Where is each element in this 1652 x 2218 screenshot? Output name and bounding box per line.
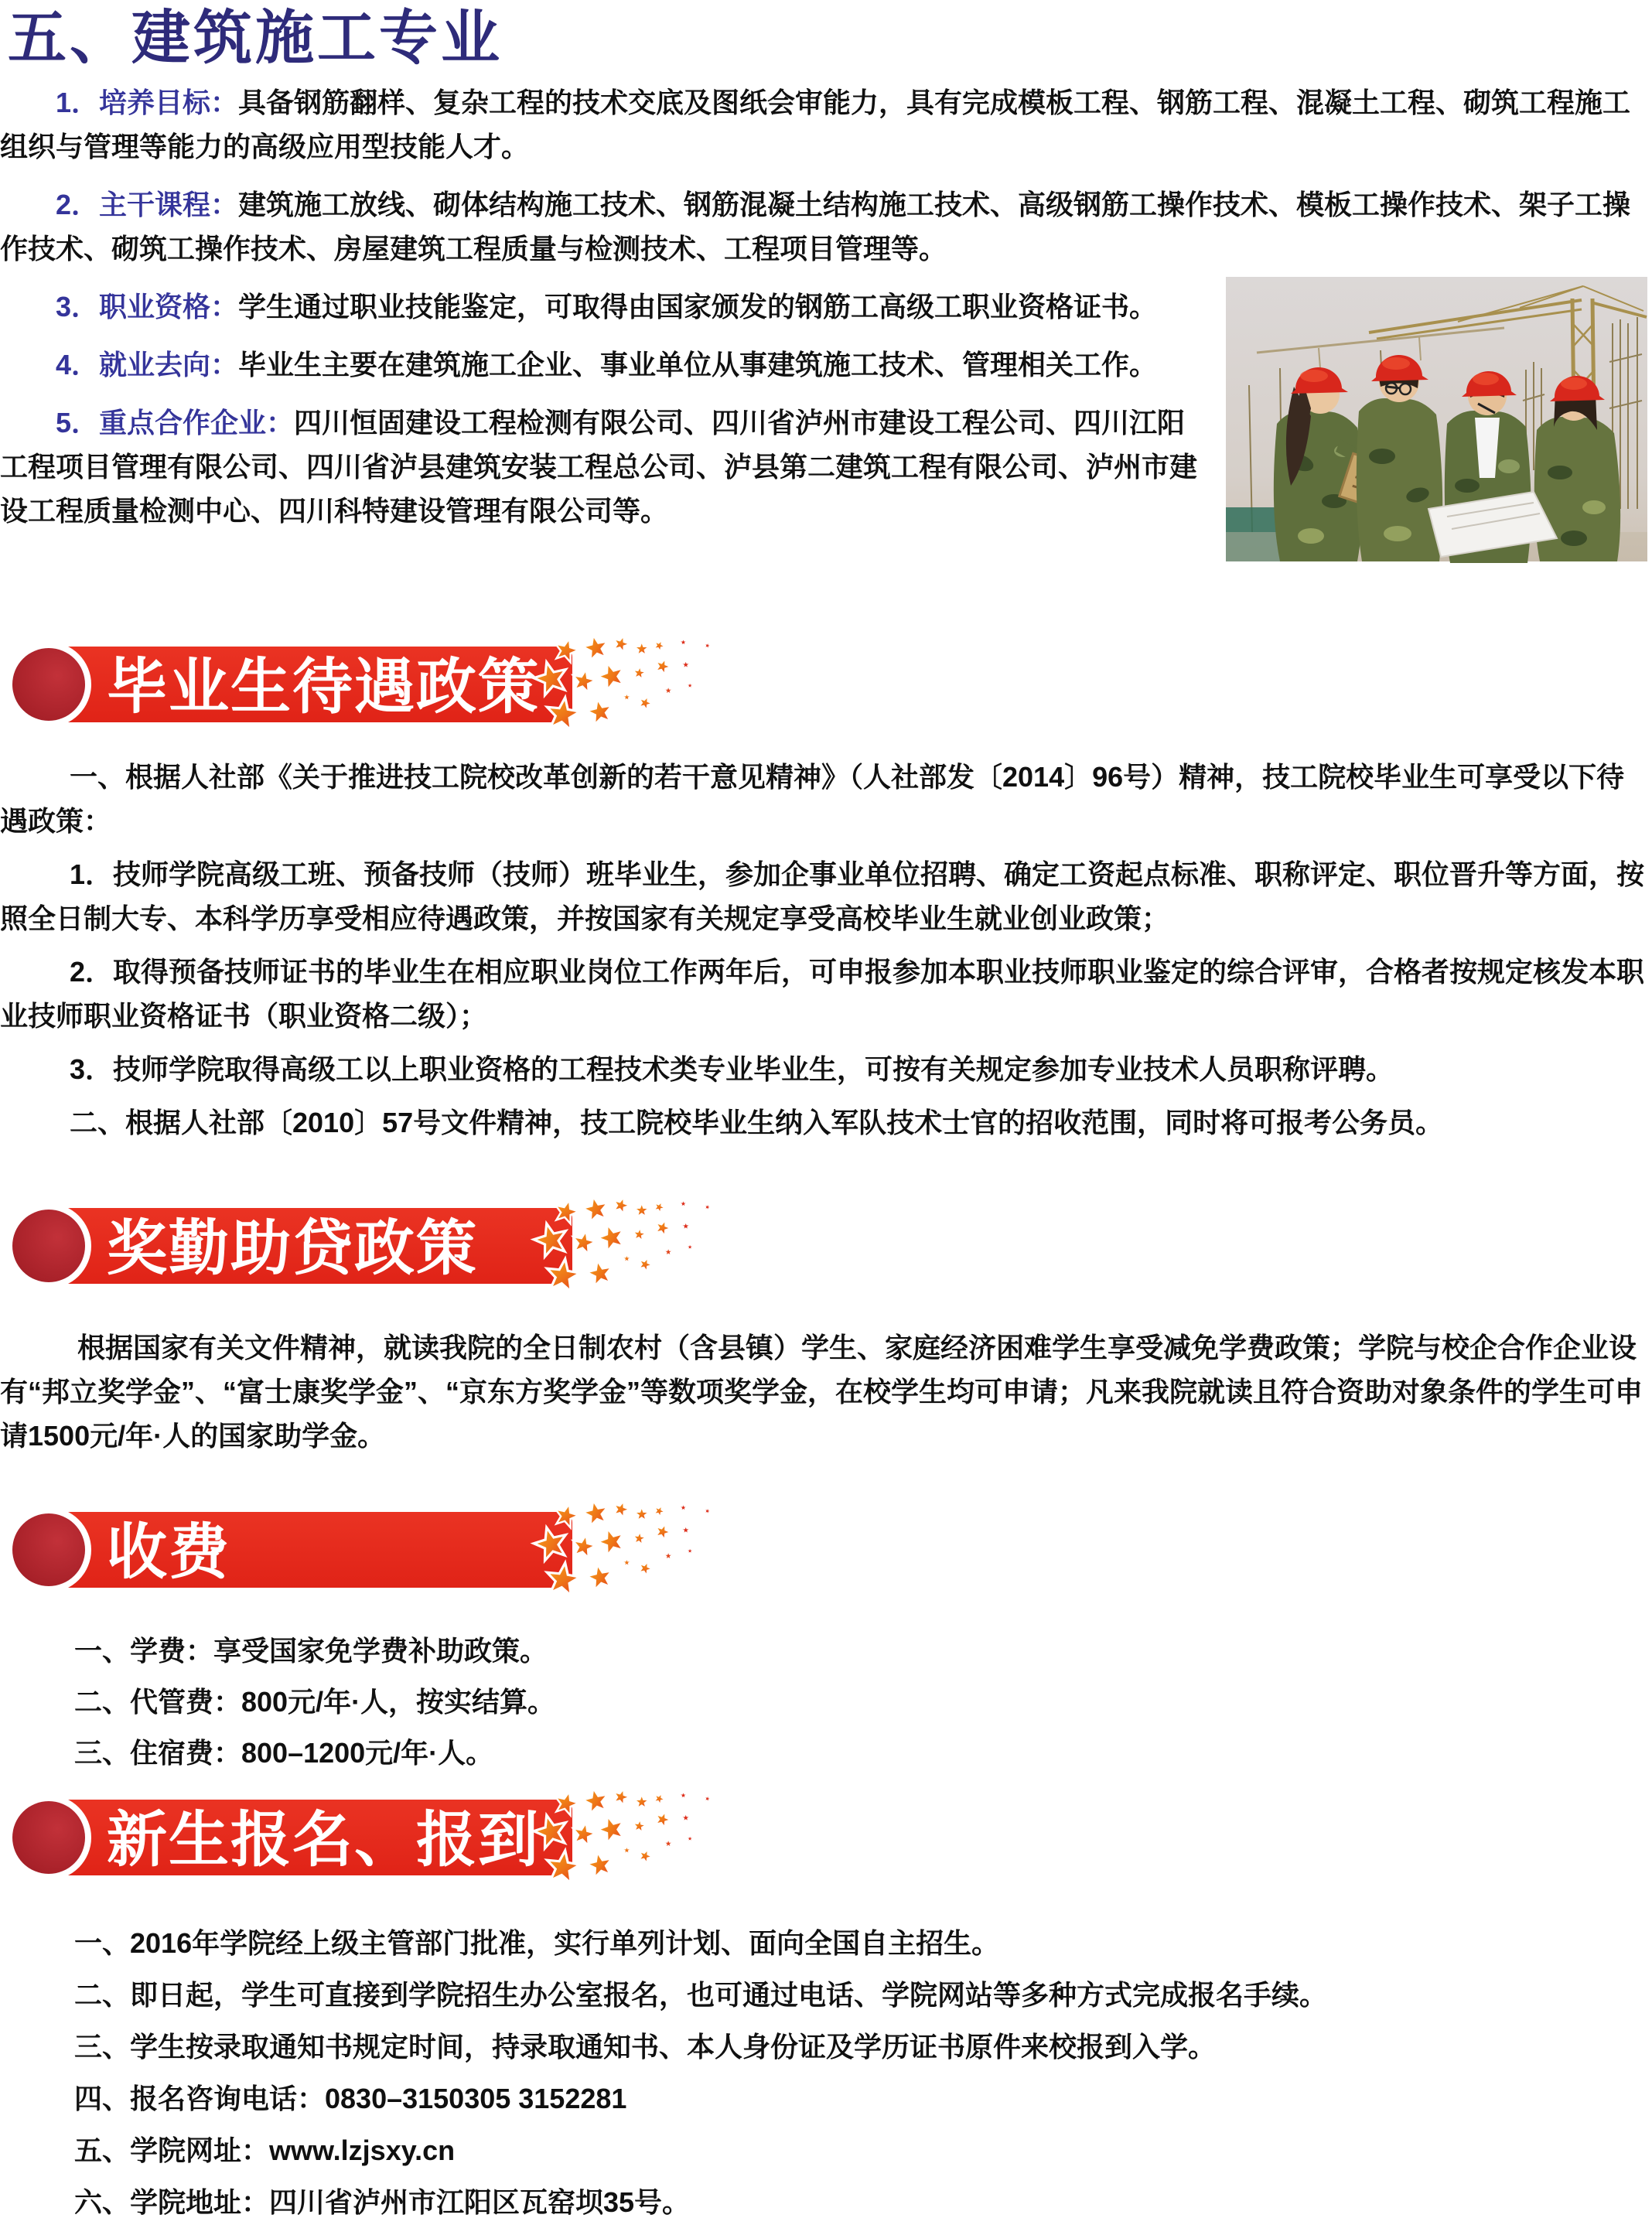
fee-item-accommodation: 三、住宿费：800–1200元/年·人。 bbox=[74, 1737, 494, 1769]
policy-paragraph: 3．技师学院取得高级工以上职业资格的工程技术类专业毕业生，可按有关规定参加专业技术人员职称评聘。 bbox=[70, 1053, 1394, 1085]
banner-graduate-policy bbox=[0, 647, 1652, 722]
intro-item-text: 毕业生主要在建筑施工企业、事业单位从事建筑施工技术、管理相关工作。 bbox=[238, 349, 1158, 380]
stars-icon bbox=[523, 1501, 722, 1601]
intro-item-text: 学生通过职业技能鉴定，可取得由国家颁发的钢筋工高级工职业资格证书。 bbox=[238, 291, 1158, 322]
registration-item: 三、学生按录取通知书规定时间，持录取通知书、本人身份证及学历证书原件来校报到入学。 bbox=[74, 2031, 1217, 2063]
section-scholarship-policy bbox=[0, 1208, 1652, 1458]
construction-site-photo bbox=[1226, 277, 1647, 561]
policy-paragraph: 根据国家有关文件精神，就读我院的全日制农村（含县镇）学生、家庭经济困难学生享受减免学费政策；学院与校企合作企业设有“邦立奖学金”、“富士康奖学金”、“京东方奖学金”等数项奖学金，在校学生均可申请；凡来我院就读且符合资助对象条件的学生可申请1500元/年·人的国家助学金。 bbox=[0, 1332, 1643, 1452]
banner-dot-icon bbox=[12, 1513, 85, 1586]
major-intro-section bbox=[0, 80, 1652, 574]
banner-registration bbox=[0, 1800, 1652, 1875]
banner-dot-icon bbox=[12, 648, 85, 721]
section-registration bbox=[0, 1800, 1652, 2218]
scholarship-policy-body bbox=[0, 1326, 1652, 1458]
intro-item-label: 4．就业去向： bbox=[56, 349, 239, 380]
banner-dot-icon bbox=[12, 1801, 85, 1874]
intro-item-label: 2．主干课程： bbox=[56, 189, 239, 220]
registration-item: 二、即日起，学生可直接到学院招生办公室报名，也可通过电话、学院网站等多种方式完成报名手续。 bbox=[74, 1979, 1328, 2011]
intro-item-text: 四川恒固建设工程检测有限公司、四川省泸州市建设工程公司、四川江阳工程项目管理有限公司、四川省泸县建筑安装工程总公司、泸县第二建筑工程有限公司、泸州市建设工程质量检测中心、四川科特建设管理有限公司等。 bbox=[0, 407, 1198, 527]
brochure-page bbox=[0, 5, 1652, 2218]
construction-photo-illustration bbox=[1226, 277, 1647, 561]
stars-icon bbox=[523, 1197, 722, 1297]
intro-item-text: 具备钢筋翻样、复杂工程的技术交底及图纸会审能力，具有完成模板工程、钢筋工程、混凝土工程、砌筑工程施工组织与管理等能力的高级应用型技能人才。 bbox=[0, 87, 1631, 162]
page-title: 五、建筑施工专业 bbox=[8, 5, 503, 71]
fee-item-tuition: 一、学费：享受国家免学费补助政策。 bbox=[74, 1635, 548, 1667]
section-fees bbox=[0, 1512, 1652, 1769]
registration-item-website: 五、学院网址：www.lzjsxy.cn bbox=[74, 2134, 456, 2166]
banner-scholarship-policy bbox=[0, 1208, 1652, 1284]
registration-item: 一、2016年学院经上级主管部门批准，实行单列计划、面向全国自主招生。 bbox=[74, 1927, 1000, 1959]
stars-icon bbox=[523, 636, 722, 735]
policy-paragraph: 二、根据人社部〔2010〕57号文件精神，技工院校毕业生纳入军队技术士官的招收范围，同时将可报考公务员。 bbox=[70, 1107, 1444, 1138]
intro-item-label: 1．培养目标： bbox=[56, 87, 239, 118]
intro-item-training-goal bbox=[0, 80, 1652, 169]
banner-title: 新生报名、报到 bbox=[107, 1805, 541, 1874]
registration-item-address: 六、学院地址：四川省泸州市江阳区瓦窑坝35号。 bbox=[74, 2186, 691, 2218]
intro-item-label: 3．职业资格： bbox=[56, 291, 239, 322]
stars-icon bbox=[523, 1789, 722, 1889]
registration-list bbox=[0, 1928, 1652, 2218]
policy-paragraph: 2．取得预备技师证书的毕业生在相应职业岗位工作两年后，可申报参加本职业技师职业鉴定的综合评审，合格者按规定核发本职业技师职业资格证书（职业资格二级）； bbox=[0, 956, 1645, 1032]
banner-fees bbox=[0, 1512, 1652, 1588]
fee-item-agency: 二、代管费：800元/年·人，按实结算。 bbox=[74, 1686, 556, 1718]
banner-dot-icon bbox=[12, 1210, 85, 1282]
intro-item-main-courses bbox=[0, 183, 1652, 271]
banner-title: 毕业生待遇政策 bbox=[107, 652, 541, 721]
registration-item-phone: 四、报名咨询电话：0830–3150305 3152281 bbox=[74, 2083, 627, 2114]
intro-item-text: 建筑施工放线、砌体结构施工技术、钢筋混凝土结构施工技术、高级钢筋工操作技术、模板工操作技术、架子工操作技术、砌筑工操作技术、房屋建筑工程质量与检测技术、工程项目管理等。 bbox=[0, 189, 1631, 264]
intro-item-label: 5．重点合作企业： bbox=[56, 407, 295, 438]
section-graduate-policy bbox=[0, 647, 1652, 1145]
banner-title: 奖勤助贷政策 bbox=[107, 1213, 479, 1282]
policy-paragraph: 1．技师学院高级工班、预备技师（技师）班毕业生，参加企事业单位招聘、确定工资起点标准、职称评定、职位晋升等方面，按照全日制大专、本科学历享受相应待遇政策，并按国家有关规定享受高校毕业生就业创业政策； bbox=[0, 858, 1645, 934]
banner-title: 收费 bbox=[107, 1517, 231, 1586]
fees-list bbox=[0, 1636, 1652, 1769]
policy-paragraph: 一、根据人社部《关于推进技工院校改革创新的若干意见精神》（人社部发〔2014〕96号）精神，技工院校毕业生可享受以下待遇政策： bbox=[0, 761, 1625, 837]
graduate-policy-body bbox=[0, 755, 1652, 1145]
